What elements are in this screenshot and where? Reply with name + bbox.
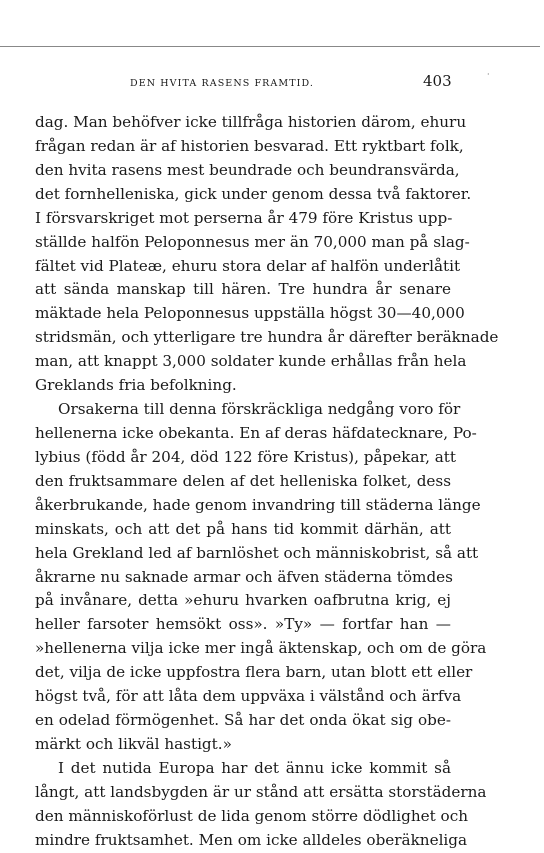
text-line: det, vilja de icke uppfostra flera barn, utan blott ett eller: [35, 663, 473, 682]
text-line: den människoförlust de lida genom större dödlighet och: [35, 806, 468, 825]
text-line: ställde halfön Peloponnesus mer än 70,000 man på slag-: [35, 232, 470, 251]
text-line: hellenerna icke obekanta. En af deras häfdatecknare, Po-: [35, 423, 477, 442]
text-line: åkerbrukande, hade genom invandring till städerna länge: [35, 495, 481, 514]
text-line: stridsmän, och ytterligare tre hundra år därefter beräknade: [35, 328, 499, 347]
text-line: mäktade hela Peloponnesus uppställa högst 30—40,000: [35, 304, 465, 323]
page-number: 403: [423, 72, 452, 90]
text-line: åkrarne nu saknade armar och äfven städerna tömdes: [35, 567, 453, 586]
margin-mark: ·: [487, 70, 490, 79]
text-line: långt, att landsbygden är ur stånd att ersätta storstäderna: [35, 782, 487, 801]
text-line: dag. Man behöfver icke tillfråga historien därom, ehuru: [35, 113, 467, 131]
text-line: att sända manskap till hären. Tre hundra år senare: [35, 280, 451, 299]
text-line: minskats, och att det på hans tid kommit därhän, att: [35, 519, 451, 538]
text-line: den hvita rasens mest beundrade och beundransvärda,: [35, 160, 460, 179]
text-line: lybius (född år 204, död 122 före Kristus), påpekar, att: [35, 447, 457, 466]
text-line: »hellenerna vilja icke mer ingå äktenskap, och om de göra: [35, 639, 487, 658]
running-title: DEN HVITA RASENS FRAMTID.: [130, 78, 314, 89]
body-text: [35, 111, 499, 853]
top-rule: [0, 46, 540, 47]
text-line: den fruktsammare delen af det helleniska folket, dess: [35, 471, 451, 490]
text-line: det fornhelleniska, gick under genom dessa två faktorer.: [35, 184, 472, 203]
text-line: hela Grekland led af barnlöshet och människobrist, så att: [35, 543, 479, 562]
text-line: högst två, för att låta dem uppväxa i välstånd och ärfva: [35, 687, 462, 706]
text-line: Greklands fria befolkning.: [35, 376, 237, 395]
text-line: fältet vid Plateæ, ehuru stora delar af halfön underlåtit: [35, 256, 461, 275]
text-line: I det nutida Europa har det ännu icke kommit så: [58, 758, 451, 777]
text-line: heller farsoter hemsökt oss». »Ty» — fortfar han —: [35, 615, 451, 634]
text-line: mindre fruktsamhet. Men om icke alldeles oberäkneliga: [35, 830, 468, 849]
text-line: märkt och likväl hastigt.»: [35, 734, 232, 753]
running-head: [0, 72, 544, 94]
text-line: man, att knappt 3,000 soldater kunde erhållas från hela: [35, 352, 467, 371]
text-line: en odelad förmögenhet. Så har det onda ökat sig obe-: [35, 711, 451, 730]
text-line: Orsakerna till denna förskräckliga nedgång voro för: [58, 400, 461, 419]
text-line: frågan redan är af historien besvarad. Ett ryktbart folk,: [35, 136, 464, 155]
text-line: I försvarskriget mot perserna år 479 före Kristus upp-: [35, 208, 453, 227]
text-line: på invånare, detta »ehuru hvarken oafbrutna krig, ej: [35, 591, 451, 610]
